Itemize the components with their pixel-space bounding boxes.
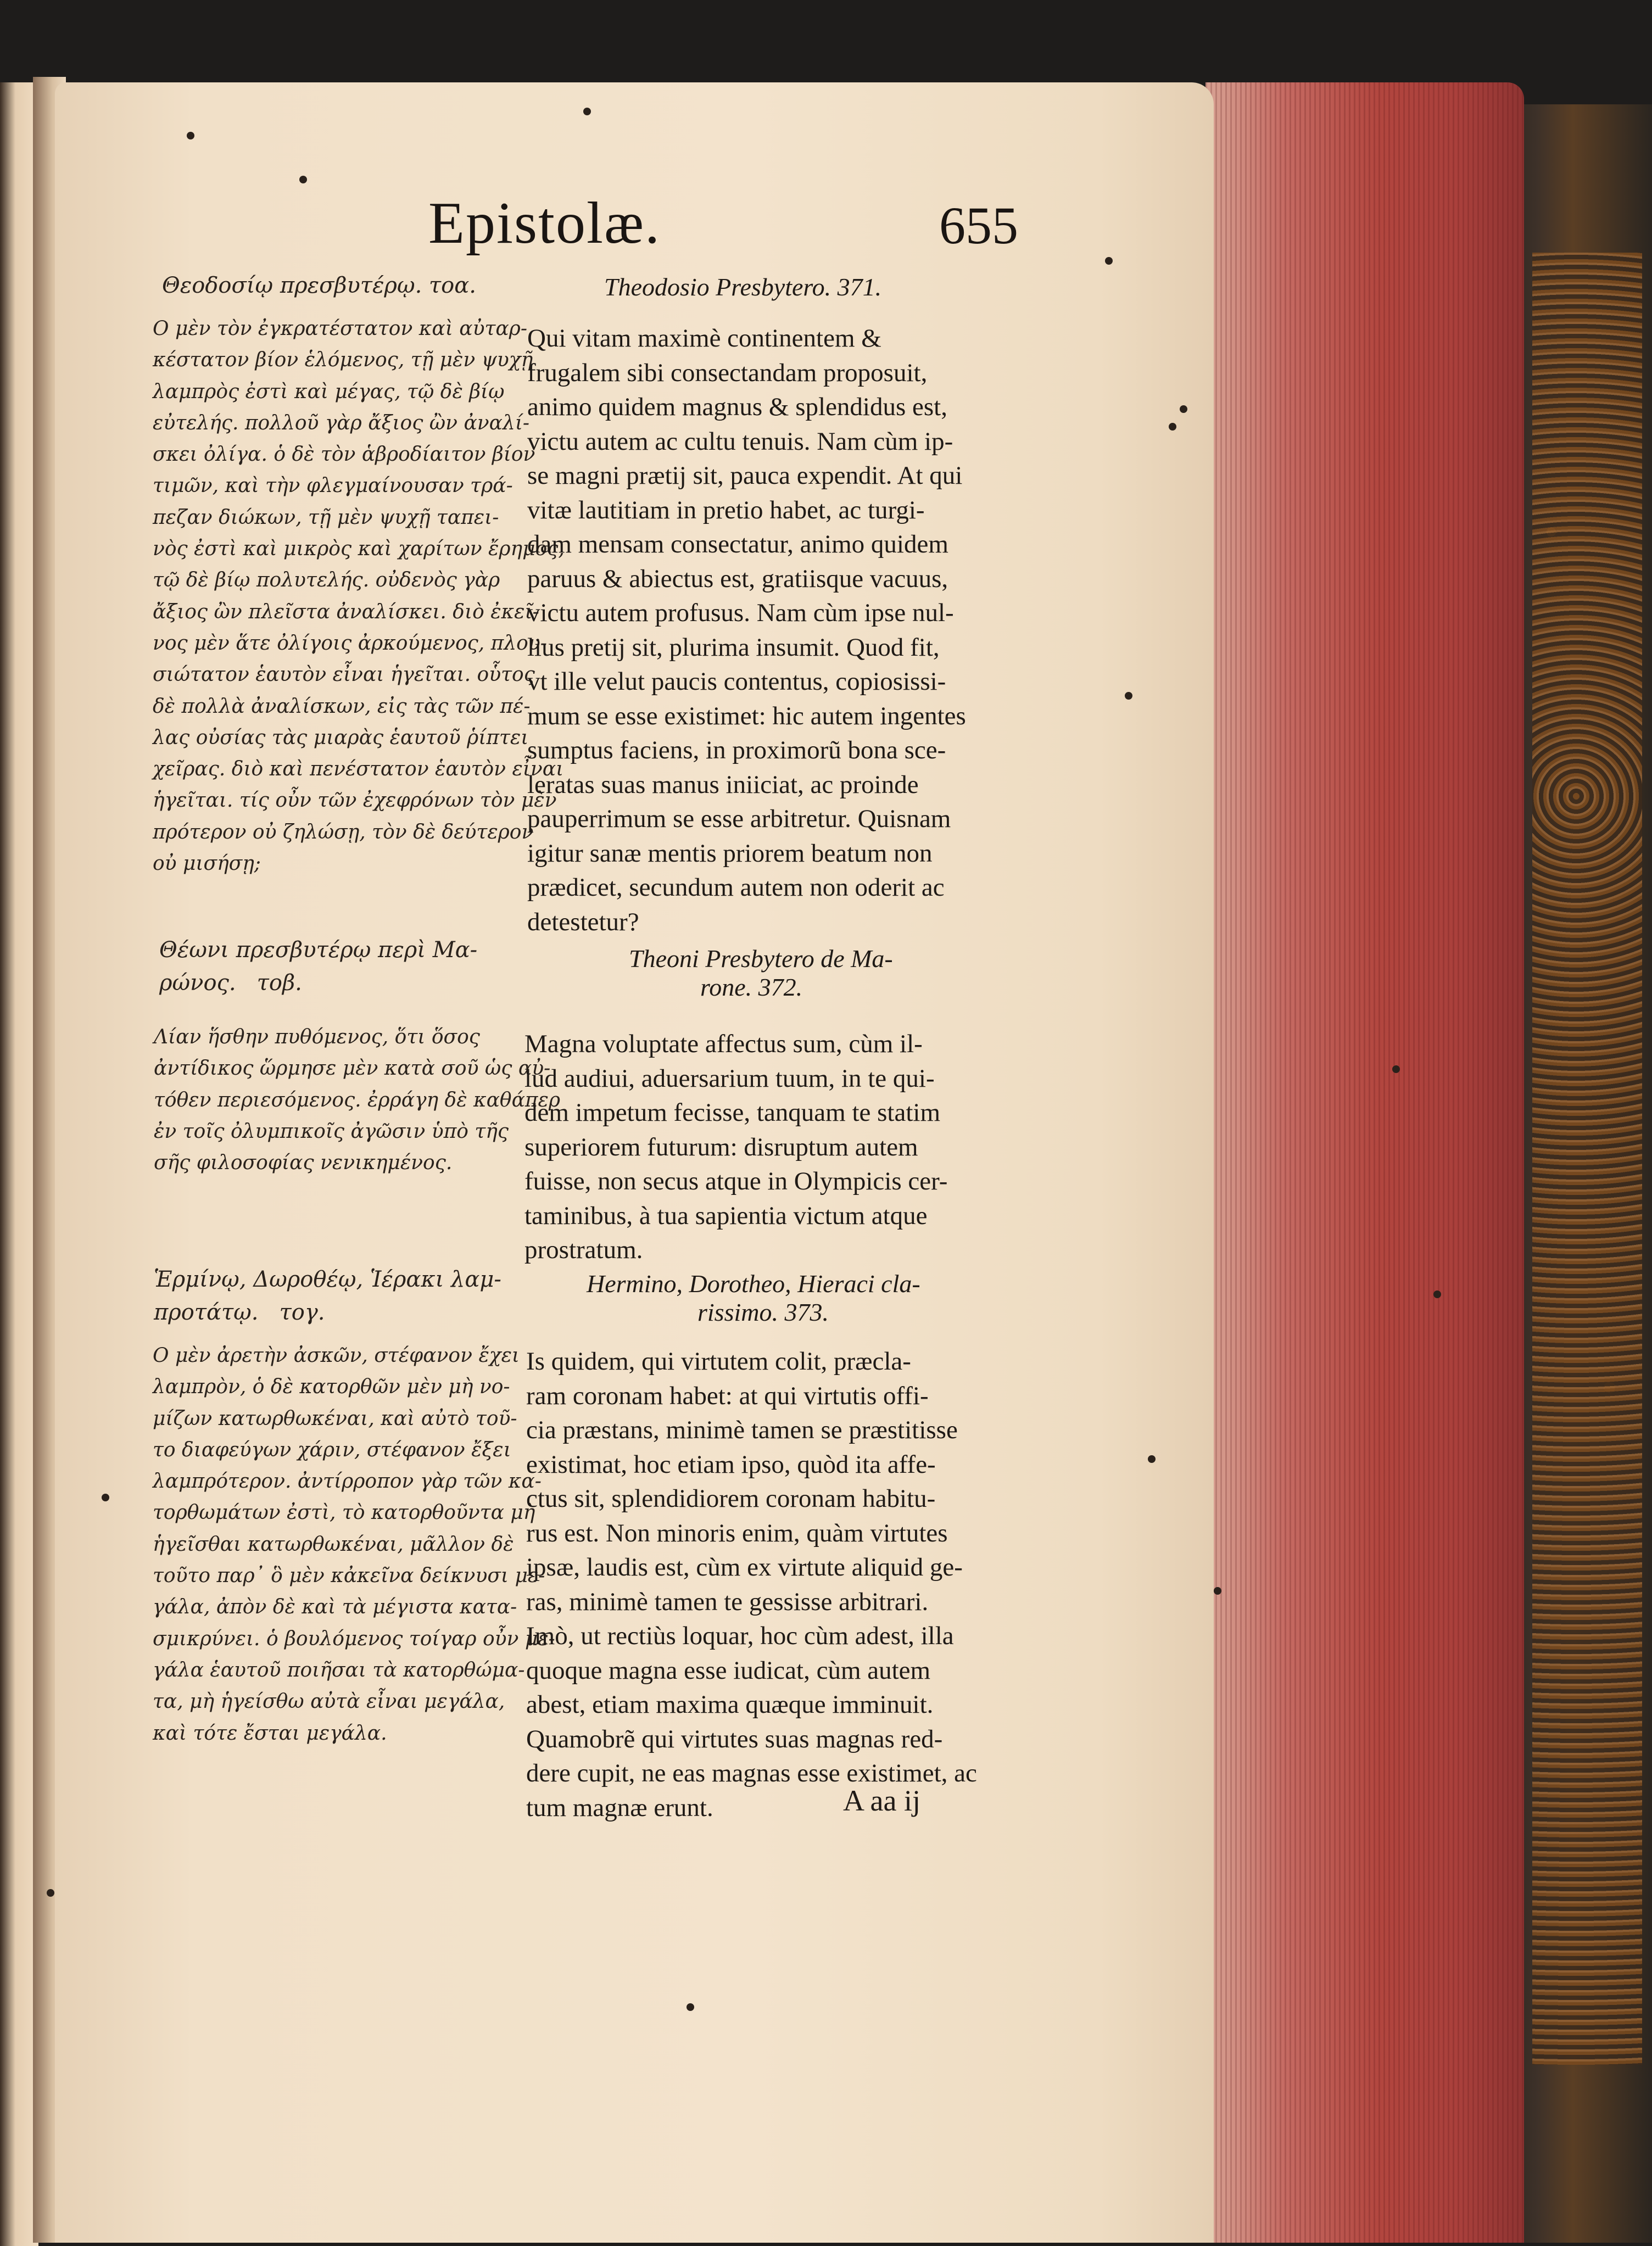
latin-line: ram coronam habet: at qui virtutis offi- [526, 1381, 929, 1410]
greek-line: τιμῶν, καὶ τὴν φλεγμαίνουσαν τρά- [153, 474, 513, 498]
greek-line: εὐτελής. πολλοῦ γὰρ ἄξιος ὢν ἀναλί- [153, 411, 530, 434]
latin-line: rus est. Non minoris enim, quàm virtutes [526, 1518, 948, 1547]
greek-line: γάλα ἑαυτοῦ ποιῆσαι τὰ κατορθώμα- [153, 1658, 525, 1681]
wormhole [1392, 1065, 1400, 1073]
greek-line: λας οὐσίας τὰς μιαρὰς ἑαυτοῦ ῥίπτει [153, 726, 529, 749]
latin-line: dere cupit, ne eas magnas esse existimet, ac [526, 1759, 977, 1787]
page-number: 655 [939, 196, 1018, 255]
greek-letter-372-body [154, 1021, 560, 1178]
greek-line: μίζων κατωρθωκέναι, καὶ αὐτὸ τοῦ- [153, 1407, 517, 1430]
greek-line: Ο μὲν τὸν ἐγκρατέστατον καὶ αὐταρ- [153, 317, 528, 340]
latin-line: victu autem profusus. Nam cùm ipse nul- [527, 599, 954, 627]
wormhole [187, 132, 194, 139]
greek-line: λαμπρὸν, ὁ δὲ κατορθῶν μὲν μὴ νο- [153, 1376, 510, 1399]
latin-line: vt ille velut paucis contentus, copiosissi- [527, 667, 946, 696]
latin-line: ipsæ, laudis est, cùm ex virtute aliquid ge- [526, 1553, 963, 1582]
wormhole [299, 176, 307, 183]
latin-heading-373-line1: Hermino, Dorotheo, Hieraci cla- [587, 1270, 920, 1298]
latin-line: leratas suas manus iniiciat, ac proinde [527, 770, 919, 799]
latin-letter-373-body [526, 1344, 977, 1825]
greek-heading-373: Ἑρμίνῳ, Δωροθέῳ, Ἱέρακι λαμ- προτάτῳ. τογ. [154, 1267, 501, 1325]
greek-line: σῆς φιλοσοφίας νενικημένος. [154, 1152, 453, 1175]
greek-line: γάλα, ἀπὸν δὲ καὶ τὰ μέγιστα κατα- [153, 1596, 517, 1619]
greek-line: Ο μὲν ἀρετὴν ἀσκῶν, στέφανον ἔχει [153, 1344, 520, 1367]
greek-line: ἐν τοῖς ὀλυμπικοῖς ἀγῶσιν ὑπὸ τῆς [154, 1120, 509, 1143]
greek-heading-372: Θέωνι πρεσβυτέρῳ περὶ Μα- ρώνος. τοβ. [159, 937, 478, 996]
latin-line: abest, etiam maxima quæque imminuit. [526, 1690, 934, 1719]
latin-line: animo quidem magnus & splendidus est, [527, 393, 947, 421]
latin-heading-372-line2: rone. 372. [700, 973, 803, 1001]
latin-line: prostratum. [524, 1236, 643, 1264]
wormhole [1148, 1455, 1156, 1463]
greek-line: σιώτατον ἑαυτὸν εἶναι ἡγεῖται. οὗτος [153, 663, 535, 686]
greek-letter-373-body [153, 1340, 555, 1749]
greek-line: τορθωμάτων ἐστὶ, τὸ κατορθοῦντα μὴ [153, 1501, 535, 1524]
latin-heading-372-line1: Theoni Presbytero de Ma- [629, 945, 893, 973]
greek-line: τοῦτο παρ᾽ ὃ μὲν κἀκεῖνα δείκνυσι με- [153, 1565, 545, 1588]
latin-line: Qui vitam maximè continentem & [527, 324, 881, 353]
latin-line: prædicet, secundum autem non oderit ac [527, 873, 945, 902]
greek-line: σμικρύνει. ὁ βουλόμενος τοίγαρ οὖν με- [153, 1627, 555, 1650]
latin-line: Is quidem, qui virtutem colit, præcla- [526, 1347, 911, 1376]
greek-line: λαμπρότερον. ἀντίρροπον γὰρ τῶν κα- [153, 1470, 542, 1493]
greek-line: Λίαν ἥσθην πυθόμενος, ὅτι ὅσος [154, 1026, 480, 1048]
latin-line: ctus sit, splendidiorem coronam habitu- [526, 1484, 936, 1513]
greek-heading-371: Θεοδοσίῳ πρεσβυτέρῳ. τοα. [162, 273, 476, 298]
greek-line: ἄξιος ὢν πλεῖστα ἀναλίσκει. διὸ ἐκεῖ- [153, 600, 539, 623]
latin-line: dam mensam consectatur, animo quidem [527, 530, 948, 558]
wormhole [1169, 423, 1176, 431]
greek-line: σκει ὀλίγα. ὁ δὲ τὸν ἁβροδίαιτον βίον [153, 443, 535, 466]
greek-line: πρότερον οὐ ζηλώσῃ, τὸν δὲ δεύτερον [153, 820, 534, 843]
latin-line: Quamobrẽ qui virtutes suas magnas red- [526, 1724, 943, 1753]
wormhole [1105, 257, 1113, 265]
greek-line: χεῖρας. διὸ καὶ πενέστατον ἑαυτὸν εἶναι [153, 758, 564, 781]
wormhole [102, 1494, 109, 1501]
wormhole [47, 1889, 54, 1897]
latin-line: taminibus, à tua sapientia victum atque [524, 1201, 928, 1230]
latin-line: pauperrimum se esse arbitretur. Quisnam [527, 804, 951, 833]
wormhole [1433, 1290, 1441, 1298]
wormhole [1214, 1587, 1221, 1595]
latin-line: ras, minimè tamen te gessisse arbitrari. [526, 1587, 929, 1616]
greek-line: δὲ πολλὰ ἀναλίσκων, εἰς τὰς τῶν πέ- [153, 695, 531, 718]
running-title: Epistolæ. [428, 191, 661, 256]
greek-line: ἡγεῖται. τίς οὖν τῶν ἐχεφρόνων τὸν μὲν [153, 789, 557, 812]
greek-line: ἀντίδικος ὥρμησε μὲν κατὰ σοῦ ὡς αὐ- [154, 1057, 551, 1080]
wormhole [1125, 692, 1132, 700]
latin-line: Imò, ut rectiùs loquar, hoc cùm adest, illa [526, 1622, 954, 1650]
latin-line: quoque magna esse iudicat, cùm autem [526, 1656, 931, 1685]
latin-line: igitur sanæ mentis priorem beatum non [527, 839, 933, 868]
greek-line: οὐ μισήσῃ; [153, 852, 261, 875]
latin-line: lius pretij sit, plurima insumit. Quod fit, [527, 633, 940, 662]
latin-line: sumptus faciens, in proximorũ bona sce- [527, 736, 946, 764]
greek-line: λαμπρὸς ἐστὶ καὶ μέγας, τῷ δὲ βίῳ [153, 380, 505, 403]
greek-line: τῷ δὲ βίῳ πολυτελής. οὐδενὸς γὰρ [153, 569, 500, 592]
latin-line: tum magnæ erunt. [526, 1793, 713, 1822]
signature-mark: A aa ij [843, 1784, 920, 1817]
latin-line: dem impetum fecisse, tanquam te statim [524, 1098, 941, 1127]
wormhole [687, 2003, 694, 2011]
greek-line: τα, μὴ ἡγείσθω αὐτὰ εἶναι μεγάλα, [153, 1690, 505, 1713]
latin-line: paruus & abiectus est, gratiisque vacuus, [527, 564, 948, 593]
greek-letter-371-body [153, 313, 565, 879]
wormhole [1180, 405, 1187, 413]
latin-letter-371-body [527, 321, 966, 939]
greek-line: ἡγεῖσθαι κατωρθωκέναι, μᾶλλον δὲ [153, 1533, 514, 1556]
latin-line: Magna voluptate affectus sum, cùm il- [524, 1030, 923, 1058]
latin-line: victu autem ac cultu tenuis. Nam cùm ip- [527, 427, 953, 456]
latin-line: se magni prætij sit, pauca expendit. At qui [527, 461, 963, 490]
latin-line: lud audiui, aduersarium tuum, in te qui- [524, 1064, 935, 1093]
latin-line: frugalem sibi consectandam proposuit, [527, 358, 928, 387]
marbled-cover [1532, 253, 1642, 2065]
latin-letter-372-body [524, 1027, 947, 1267]
red-page-edges [1205, 82, 1524, 2243]
latin-heading-373-line2: rissimo. 373. [697, 1298, 829, 1326]
latin-line: existimat, hoc etiam ipso, quòd ita affe- [526, 1450, 936, 1479]
latin-line: mum se esse existimet: hic autem ingentes [527, 701, 966, 730]
latin-heading-371: Theodosio Presbytero. 371. [604, 273, 882, 301]
greek-line: νος μὲν ἅτε ὀλίγοις ἀρκούμενος, πλου- [153, 632, 547, 655]
latin-line: superiorem futurum: disruptum autem [524, 1132, 918, 1161]
greek-line: καὶ τότε ἔσται μεγάλα. [153, 1722, 387, 1745]
latin-line: cia præstans, minimè tamen se præstitisse [526, 1416, 958, 1444]
latin-line: fuisse, non secus atque in Olympicis cer- [524, 1167, 948, 1195]
greek-line: τόθεν περιεσόμενος. ἐρράγη δὲ καθάπερ [154, 1088, 561, 1111]
greek-line: νὸς ἐστὶ καὶ μικρὸς καὶ χαρίτων ἔρημος, [153, 538, 565, 561]
greek-line: το διαφεύγων χάριν, στέφανον ἔξει [153, 1438, 511, 1461]
greek-line: κέστατον βίον ἑλόμενος, τῇ μὲν ψυχῇ [153, 349, 533, 372]
greek-line: πεζαν διώκων, τῇ μὲν ψυχῇ ταπει- [153, 506, 499, 529]
latin-line: detestetur? [527, 907, 639, 936]
wormhole [583, 108, 591, 115]
latin-line: vitæ lautitiam in pretio habet, ac turgi- [527, 495, 925, 524]
